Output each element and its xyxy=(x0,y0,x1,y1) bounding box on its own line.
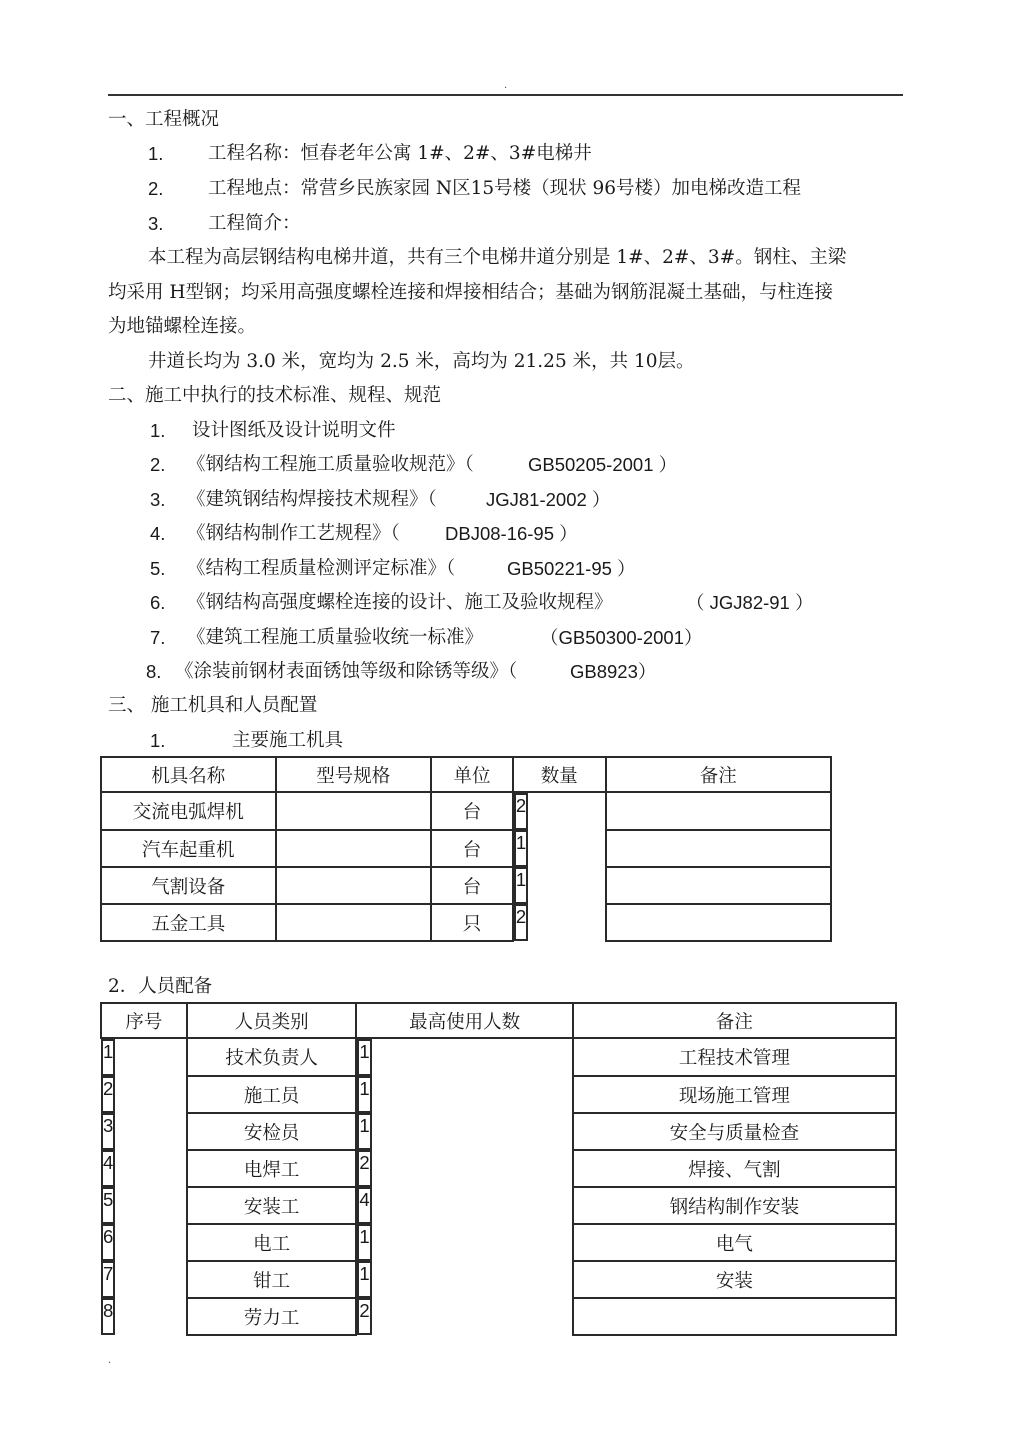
standard-item-text: 《建筑工程施工质量验收统一标准》 xyxy=(187,627,484,648)
standard-item-number: 3. xyxy=(150,489,166,510)
table-cell: 五金工具 xyxy=(101,904,276,941)
standard-item-text: 《结构工程质量检测评定标准》（ xyxy=(187,558,456,579)
standard-item-number: 5. xyxy=(150,558,166,579)
table-row xyxy=(101,904,831,941)
standard-item-code: GB50205-2001 ） xyxy=(528,454,678,475)
table-header-cell: 人员类别 xyxy=(187,1003,357,1038)
table-cell: 1 xyxy=(357,1039,371,1076)
table-row xyxy=(101,1076,896,1113)
table-row xyxy=(101,792,831,830)
standard-item-number: 4. xyxy=(150,523,166,544)
table-cell: 1 xyxy=(357,1224,371,1261)
table-cell: 气割设备 xyxy=(101,867,276,904)
table-cell xyxy=(276,830,432,867)
standard-item-code: （GB50300-2001） xyxy=(540,627,703,648)
table-cell: 4 xyxy=(101,1150,115,1187)
staff-subtitle: 2．人员配备 xyxy=(108,976,213,997)
table-cell xyxy=(606,830,831,867)
table-cell: 电气 xyxy=(573,1224,896,1261)
table-row xyxy=(101,1224,896,1261)
table-cell: 台 xyxy=(431,792,513,830)
table-header-cell: 单位 xyxy=(431,757,513,792)
table-cell: 交流电弧焊机 xyxy=(101,792,276,830)
section3-title: 三、 施工机具和人员配置 xyxy=(108,695,318,716)
table-cell: 5 xyxy=(101,1187,115,1224)
section1-item1-text: 工程名称：恒春老年公寓 1#、2#、3#电梯井 xyxy=(208,143,592,164)
table-cell: 6 xyxy=(101,1224,115,1261)
table-cell: 电工 xyxy=(187,1224,357,1261)
table-cell: 1 xyxy=(357,1261,371,1298)
table-cell: 2 xyxy=(101,1076,115,1113)
staff-table xyxy=(100,1002,897,1336)
standard-item-code: GB50221-95 ） xyxy=(507,558,636,579)
table-cell: 1 xyxy=(357,1076,371,1113)
equipment-subtitle: 主要施工机具 xyxy=(232,730,344,751)
table-row xyxy=(101,867,831,904)
table-cell: 现场施工管理 xyxy=(573,1076,896,1113)
table-cell: 只 xyxy=(431,904,513,941)
section1-item1-number: 1. xyxy=(148,143,164,164)
table-cell: 8 xyxy=(101,1298,115,1335)
table-cell: 安装 xyxy=(573,1261,896,1298)
table-cell: 2 xyxy=(514,793,528,830)
table-cell: 3 xyxy=(101,1113,115,1150)
standard-item-text: 《钢结构高强度螺栓连接的设计、施工及验收规程》 xyxy=(187,592,613,613)
table-cell: 4 xyxy=(357,1187,371,1224)
table-row xyxy=(101,1298,896,1335)
table-header-row xyxy=(101,757,831,792)
equipment-subtitle-number: 1. xyxy=(150,730,166,751)
table-header-cell: 数量 xyxy=(513,757,606,792)
table-cell: 电焊工 xyxy=(187,1150,357,1187)
table-cell: 技术负责人 xyxy=(187,1038,357,1076)
table-header-cell: 序号 xyxy=(101,1003,187,1038)
table-row xyxy=(101,1261,896,1298)
table-cell xyxy=(276,792,432,830)
table-header-cell: 型号规格 xyxy=(276,757,432,792)
header-mark: . xyxy=(504,80,508,91)
intro-paragraph-line-3: 为地锚螺栓连接。 xyxy=(108,316,257,337)
table-header-cell: 备注 xyxy=(606,757,831,792)
table-cell: 2 xyxy=(357,1150,371,1187)
table-header-cell: 机具名称 xyxy=(101,757,276,792)
standard-item-number: 2. xyxy=(150,454,166,475)
table-cell: 施工员 xyxy=(187,1076,357,1113)
section1-item2-text: 工程地点：常营乡民族家园 N区15号楼（现状 96号楼）加电梯改造工程 xyxy=(208,178,802,199)
table-cell: 钳工 xyxy=(187,1261,357,1298)
table-cell: 钢结构制作安装 xyxy=(573,1187,896,1224)
standard-item-number: 6. xyxy=(150,592,166,613)
table-cell: 1 xyxy=(514,867,528,904)
section1-item3-text: 工程简介： xyxy=(208,213,301,234)
equipment-table xyxy=(100,756,832,942)
standard-item-number: 1. xyxy=(150,420,166,441)
table-row xyxy=(101,1113,896,1150)
table-cell: 2 xyxy=(357,1298,371,1335)
standard-item-number: 8. xyxy=(146,661,162,682)
table-cell xyxy=(606,792,831,830)
section1-title: 一、工程概况 xyxy=(108,109,220,130)
table-cell: 7 xyxy=(101,1261,115,1298)
table-cell: 安装工 xyxy=(187,1187,357,1224)
table-cell: 安检员 xyxy=(187,1113,357,1150)
table-cell: 工程技术管理 xyxy=(573,1038,896,1076)
table-cell: 2 xyxy=(514,904,528,941)
table-header-cell: 备注 xyxy=(573,1003,896,1038)
standard-item-code: JGJ81-2002 ） xyxy=(486,489,611,510)
table-cell xyxy=(276,904,432,941)
footer-mark: . xyxy=(108,1355,112,1366)
section1-item2-number: 2. xyxy=(148,178,164,199)
table-cell: 1 xyxy=(357,1113,371,1150)
section1-item3-number: 3. xyxy=(148,213,164,234)
table-cell: 安全与质量检查 xyxy=(573,1113,896,1150)
table-cell: 焊接、气割 xyxy=(573,1150,896,1187)
standard-item-code: GB8923） xyxy=(570,661,657,682)
table-cell: 台 xyxy=(431,867,513,904)
table-cell: 汽车起重机 xyxy=(101,830,276,867)
table-header-row xyxy=(101,1003,896,1038)
intro-paragraph-line-2: 均采用 H型钢；均采用高强度螺栓连接和焊接相结合；基础为钢筋混凝土基础，与柱连接 xyxy=(108,282,834,303)
section2-title: 二、施工中执行的技术标准、规程、规范 xyxy=(108,385,442,406)
table-cell xyxy=(606,867,831,904)
standard-item-text: 《钢结构工程施工质量验收规范》（ xyxy=(187,454,474,475)
standard-item-code: DBJ08-16-95 ） xyxy=(445,523,578,544)
standard-item-number: 7. xyxy=(150,627,166,648)
table-row xyxy=(101,1187,896,1224)
standard-item-text: 《钢结构制作工艺规程》（ xyxy=(187,523,400,544)
table-cell xyxy=(573,1298,896,1335)
table-cell: 劳力工 xyxy=(187,1298,357,1335)
intro-paragraph-line-1: 本工程为高层钢结构电梯井道，共有三个电梯井道分别是 1#、2#、3#。钢柱、主梁 xyxy=(148,247,847,268)
standard-item-text: 《建筑钢结构焊接技术规程》（ xyxy=(187,489,437,510)
standard-item-code: （ JGJ82-91 ） xyxy=(686,592,814,613)
table-cell xyxy=(606,904,831,941)
table-cell: 1 xyxy=(101,1039,115,1076)
standard-item-text: 《涂装前钢材表面锈蚀等级和除锈等级》（ xyxy=(175,661,518,682)
standard-item-text: 设计图纸及设计说明文件 xyxy=(192,420,396,441)
header-rule xyxy=(108,94,903,96)
table-row xyxy=(101,830,831,867)
table-header-cell: 最高使用人数 xyxy=(356,1003,572,1038)
table-row xyxy=(101,1150,896,1187)
shaft-dimensions-text: 井道长均为 3.0 米，宽均为 2.5 米，高均为 21.25 米，共 10层。 xyxy=(148,351,695,372)
table-cell xyxy=(276,867,432,904)
table-cell: 台 xyxy=(431,830,513,867)
table-row xyxy=(101,1038,896,1076)
table-cell: 1 xyxy=(514,830,528,867)
